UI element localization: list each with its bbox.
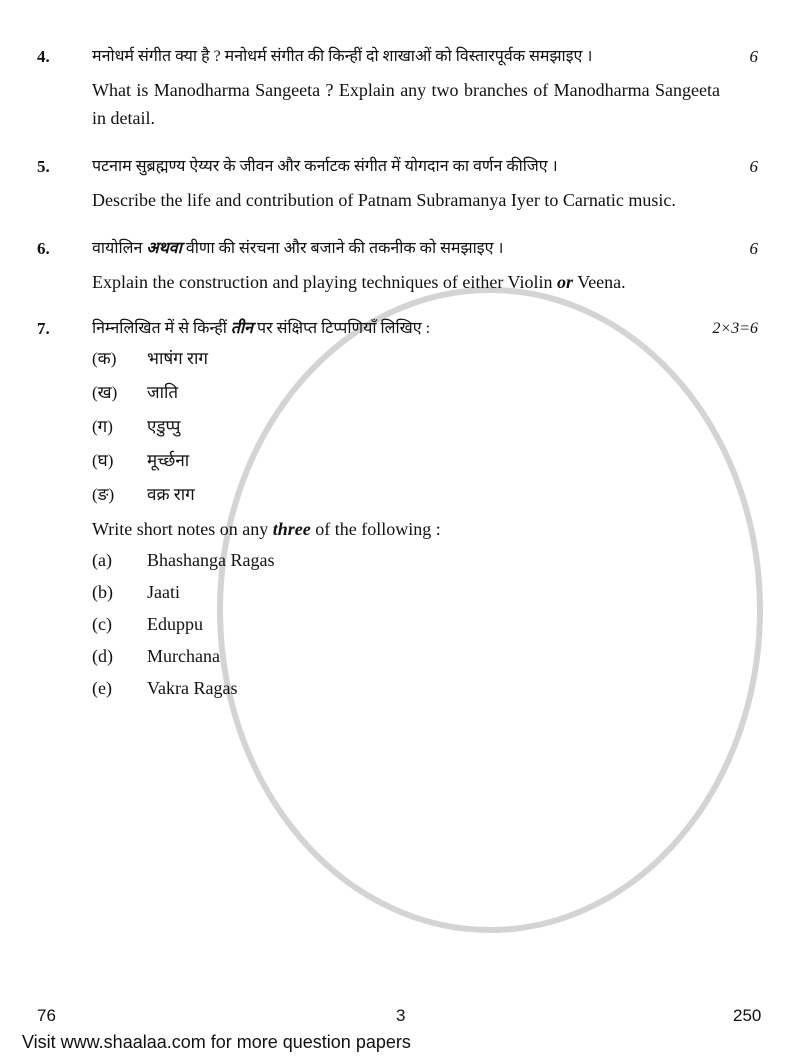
hindi-item-text: मूर्च्छना (147, 451, 190, 470)
hindi-item-text: एडुप्पु (147, 417, 181, 436)
hindi-items (92, 342, 760, 512)
emphasis-three: three (272, 519, 311, 539)
question-4-english: What is Manodharma Sangeeta ? Explain any two branches of Manodharma Sangeeta in detail. (92, 80, 720, 128)
hindi-text: निम्नलिखित में से किन्हीं (92, 320, 227, 337)
question-7-english (92, 514, 760, 544)
hindi-item-label: (ग) (92, 417, 113, 436)
hindi-text: वायोलिन (92, 240, 143, 257)
english-item-text: Bhashanga Ragas (147, 550, 275, 570)
hindi-item (92, 376, 760, 410)
question-5-english: Describe the life and contribution of Patnam Subramanya Iyer to Carnatic music. (92, 190, 676, 210)
emphasis-three: तीन (230, 320, 254, 337)
hindi-item-label: (क) (92, 349, 117, 368)
english-item-text: Eduppu (147, 614, 203, 634)
hindi-item-text: जाति (147, 383, 179, 402)
english-item-text: Jaati (147, 582, 180, 602)
hindi-text: वीणा की संरचना और बजाने की तकनीक को समझाइए । (185, 240, 504, 257)
question-5-marks: 6 (749, 157, 758, 176)
question-5-hindi: पटनाम सुब्रह्मण्य ऐय्यर के जीवन और कर्नाटक संगीत में योगदान का वर्णन कीजिए । (92, 158, 558, 175)
hindi-item-label: (ङ) (92, 485, 115, 504)
question-5 (37, 154, 760, 214)
english-item-label: (c) (92, 614, 112, 634)
english-items (92, 544, 760, 704)
english-item-label: (d) (92, 646, 113, 666)
page-number: 3 (396, 1006, 406, 1025)
hindi-item (92, 444, 760, 478)
copies-count: 250 (733, 1006, 762, 1025)
question-6-english (92, 268, 760, 296)
english-item (92, 576, 760, 608)
question-7-hindi (92, 316, 670, 342)
english-item (92, 640, 760, 672)
question-4-number: 4. (37, 47, 50, 66)
emphasis-or: or (556, 272, 573, 292)
hindi-item-label: (ख) (92, 383, 118, 402)
hindi-item-text: वक्र राग (147, 485, 195, 504)
english-item-label: (e) (92, 678, 112, 698)
hindi-item-text: भाषंग राग (147, 349, 208, 368)
question-4-marks: 6 (749, 47, 758, 66)
english-text: of the following : (315, 519, 441, 539)
english-item-text: Murchana (147, 646, 220, 666)
question-6-marks: 6 (749, 239, 758, 258)
hindi-item (92, 410, 760, 444)
english-item (92, 608, 760, 640)
question-6-number: 6. (37, 239, 50, 258)
hindi-item-label: (घ) (92, 451, 114, 470)
question-7-number: 7. (37, 319, 50, 338)
emphasis-or: अथवा (146, 240, 182, 257)
english-text: Explain the construction and playing techniques of either Violin (92, 272, 553, 292)
hindi-item (92, 342, 760, 376)
question-list (37, 44, 760, 704)
question-4-hindi: मनोधर्म संगीत क्या है ? मनोधर्म संगीत की किन्हीं दो शाखाओं को विस्तारपूर्वक समझाइए । (92, 48, 593, 65)
question-4 (37, 44, 760, 132)
question-6 (37, 236, 760, 296)
hindi-text: पर संक्षिप्त टिप्पणियाँ लिखिए : (257, 320, 431, 337)
english-item-label: (a) (92, 550, 112, 570)
english-text: Write short notes on any (92, 519, 269, 539)
english-item (92, 544, 760, 576)
question-7-marks: 2×3=6 (712, 320, 758, 337)
english-item-label: (b) (92, 582, 113, 602)
question-7 (37, 316, 760, 704)
paper-code: 76 (37, 1006, 56, 1025)
hindi-item (92, 478, 760, 512)
question-6-hindi (92, 236, 670, 262)
english-item-text: Vakra Ragas (147, 678, 238, 698)
question-5-number: 5. (37, 157, 50, 176)
english-item (92, 672, 760, 704)
visit-link[interactable]: Visit www.shaalaa.com for more question papers (22, 1032, 411, 1052)
english-text: Veena. (577, 272, 626, 292)
